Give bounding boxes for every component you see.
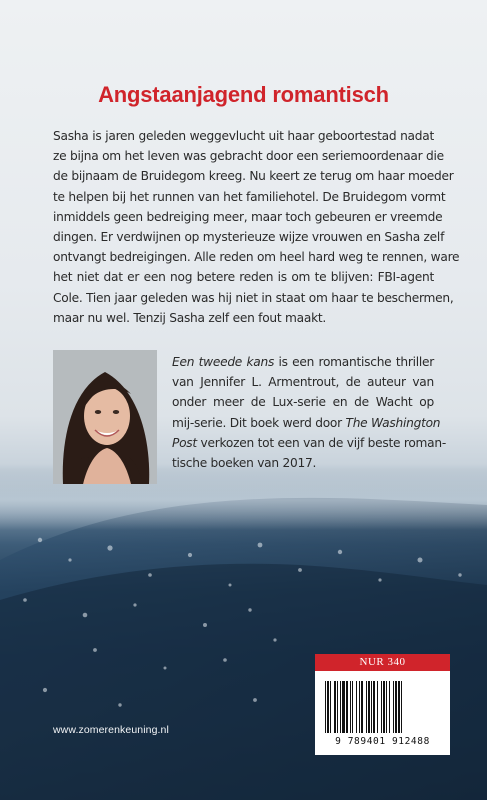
blurb-line: dingen. Er verdwijnen op mysterieuze wijze vrouwen en Sasha zelf xyxy=(53,229,445,244)
barcode-bar xyxy=(371,681,372,733)
barcode-bar xyxy=(386,681,387,733)
barcode-bar xyxy=(395,681,397,733)
barcode-bar xyxy=(393,681,394,733)
bio-line: van Jennifer L. Armentrout, de auteur van xyxy=(172,375,434,390)
blurb-line: te helpen bij het runnen van het familiehotel. De Bruidegom vormt xyxy=(53,189,446,204)
barcode-bar xyxy=(368,681,370,733)
barcode-bar xyxy=(342,681,345,733)
barcode-bar xyxy=(340,681,341,733)
blurb-line: het niet dat er een nog betere reden is om te blijven: FBI-agent xyxy=(53,270,434,285)
blurb-line: ze bijna om het leven was gebracht door een seriemoordenaar die xyxy=(53,149,444,164)
isbn-digits: 9 789401 912488 xyxy=(335,736,430,747)
barcode-bar xyxy=(377,681,378,733)
barcode-bar xyxy=(398,681,400,733)
barcode-bar xyxy=(383,681,385,733)
barcode-bar xyxy=(366,681,367,733)
bio-line: Post verkozen tot een van de vijf beste roman- xyxy=(172,435,447,450)
barcode-bar xyxy=(359,681,360,733)
barcode-bar xyxy=(337,681,338,733)
book-blurb xyxy=(53,126,460,328)
cover-tagline: Angstaanjagend romantisch xyxy=(98,82,389,107)
barcode-bar xyxy=(401,681,402,733)
barcode-bar xyxy=(346,681,348,733)
barcode-bar xyxy=(330,681,331,733)
bio-line: Een tweede kans is een romantische thriller xyxy=(172,355,435,369)
blurb-line: maar nu wel. Tenzij Sasha zelf een fout maakt. xyxy=(53,310,327,325)
author-photo xyxy=(53,350,157,484)
blurb-line: ontvangt bedreigingen. Alle reden om heel hard weg te rennen, ware xyxy=(53,250,460,265)
barcode-bar xyxy=(352,681,353,733)
barcode-bar xyxy=(381,681,382,733)
author-bio xyxy=(172,352,447,473)
publisher-website: www.zomerenkeuning.nl xyxy=(53,724,169,736)
blurb-line: de bijnaam de Bruidegom kreeg. Nu keert ze terug om haar moeder xyxy=(53,169,454,184)
barcode-bar xyxy=(373,681,375,733)
blurb-line: Cole. Tien jaar geleden was hij niet in staat om haar te beschermen, xyxy=(53,290,454,305)
nur-code-label: NUR 340 xyxy=(315,654,450,671)
bio-line: mij-serie. Dit boek werd door The Washington xyxy=(172,415,441,430)
bio-line: onder meer de Lux-serie en de Wacht op xyxy=(172,395,434,410)
barcode-bar xyxy=(361,681,363,733)
isbn-barcode xyxy=(315,671,450,755)
bio-line: tische boeken van 2017. xyxy=(172,455,317,470)
book-title: Een tweede kans xyxy=(172,355,275,369)
newspaper-name: The Washington xyxy=(345,415,441,430)
barcode-bar xyxy=(389,681,390,733)
barcode-bar xyxy=(350,681,351,733)
blurb-line: Sasha is jaren geleden weggevlucht uit haar geboortestad nadat xyxy=(53,129,434,143)
blurb-line: inmiddels geen bedreiging meer, maar toch gebeuren er vreemde xyxy=(53,209,443,224)
barcode-bar xyxy=(327,681,329,733)
barcode-bar xyxy=(325,681,326,733)
barcode-bar xyxy=(334,681,336,733)
barcode-bar xyxy=(356,681,357,733)
barcode-bars xyxy=(315,671,450,737)
